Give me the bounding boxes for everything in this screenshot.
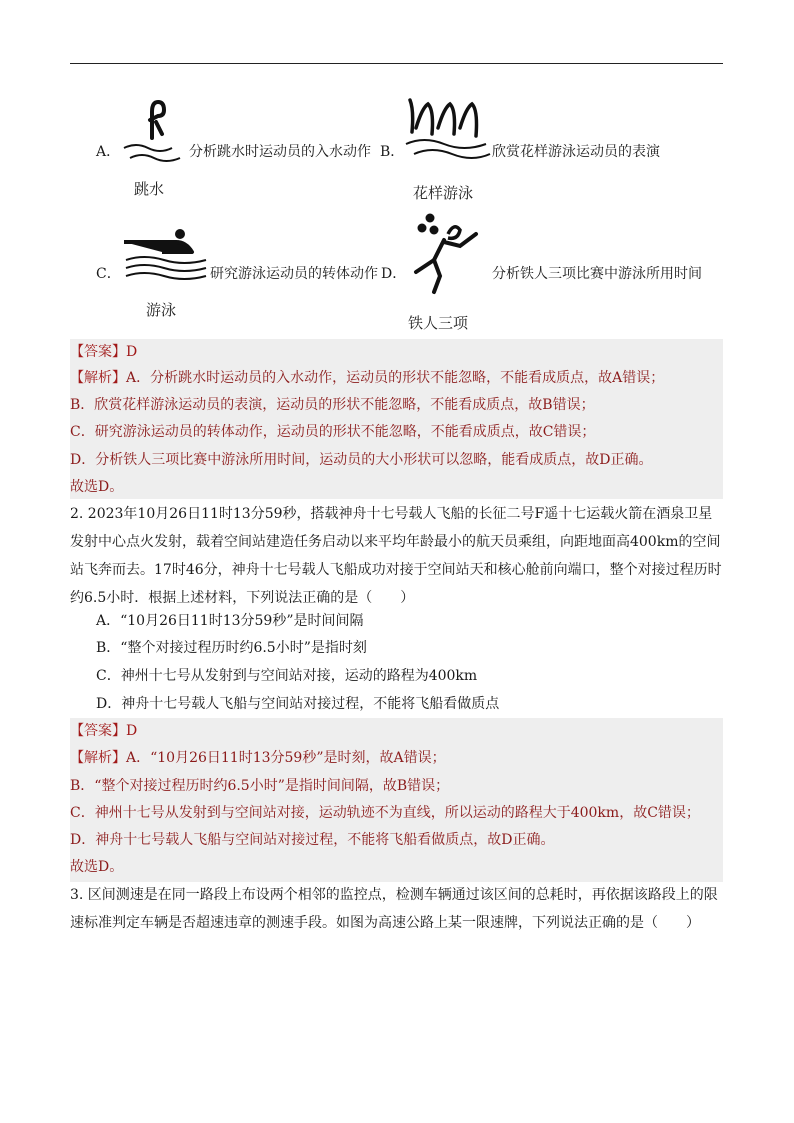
q3-stem-line-2: 速标准判定车辆是否超速违章的测速手段。如图为高速公路上某一限速牌，下列说法正确的是（ ） [70,915,700,931]
q1-analysis-label: 【解析】 [70,370,126,386]
q3-stem-line-1: 3. 区间测速是在同一路段上布设两个相邻的监控点，检测车辆通过该区间的总耗时，再依据该路段上的限 [70,887,718,903]
diving-icon [122,98,184,170]
option-d-text: 分析铁人三项比赛中游泳所用时间 [492,266,702,282]
q1-analysis-line-4: D．分析铁人三项比赛中游泳所用时间，运动员的大小形状可以忽略，能看成质点，故D正确。 [70,452,653,468]
option-a-caption: 跳水 [134,180,165,198]
q2-choice-c: C．神州十七号从发射到与空间站对接，运动的路程为400km [96,668,478,684]
swimming-icon [122,226,208,282]
q2-answer-block [70,718,723,882]
synchronized-swimming-icon [404,96,490,164]
option-c-text: 研究游泳运动员的转体动作 [210,266,378,282]
q2-answer [70,721,137,741]
option-b-text: 欣赏花样游泳运动员的表演 [492,144,660,160]
q1-analysis-text-1: A．分析跳水时运动员的入水动作，运动员的形状不能忽略，不能看成质点，故A错误； [126,370,665,386]
q3-stem [70,881,730,937]
q2-analysis-line-2: B．“整个对接过程历时约6.5小时”是指时间间隔，故B错误； [70,778,450,794]
q1-analysis-line-1 [70,368,664,388]
q1-answer [70,342,137,362]
option-d-caption: 铁人三项 [408,314,469,332]
option-a-text: 分析跳水时运动员的入水动作 [189,144,371,160]
q2-answer-text: 【答案】D [70,723,138,739]
option-b-caption: 花样游泳 [413,184,474,202]
triathlon-icon [404,212,488,296]
q2-conclusion: 故选D。 [70,859,124,875]
q2-choice-a: A．“10月26日11时13分59秒”是时间间隔 [96,613,364,629]
q2-choice-d: D．神舟十七号载人飞船与空间站对接过程，不能将飞船看做质点 [96,696,500,712]
q1-analysis-line-3: C．研究游泳运动员的转体动作，运动员的形状不能忽略，不能看成质点，故C错误； [70,424,596,440]
q2-stem [70,500,730,612]
q2-stem-line-1: 2. 2023年10月26日11时13分59秒，搭载神舟十七号载人飞船的长征二号F遥十七运载火箭在酒泉卫星 [70,506,713,522]
q2-stem-line-4: 约6.5小时．根据上述材料，下列说法正确的是（ ） [70,590,415,606]
q2-stem-line-3: 站飞奔而去。17时46分，神舟十七号载人飞船成功对接于空间站天和核心舱前向端口，整个对接过程历时 [70,562,722,578]
q2-analysis-line-3: C．神州十七号从发射到与空间站对接，运动轨迹不为直线，所以运动的路程大于400km，故C错误； [70,805,700,821]
q2-choice-b: B．“整个对接过程历时约6.5小时”是指时刻 [96,640,367,656]
q1-answer-block [70,339,723,499]
q1-analysis-line-2: B．欣赏花样游泳运动员的表演，运动员的形状不能忽略，不能看成质点，故B错误； [70,397,595,413]
q1-conclusion: 故选D。 [70,479,124,495]
q2-stem-line-2: 发射中心点火发射，载着空间站建造任务启动以来平均年龄最小的航天员乘组，向距地面高400km的空间 [70,534,721,550]
option-d-letter: D． [381,266,407,282]
q2-analysis-line-1 [70,748,446,768]
option-c-letter: C． [96,266,121,282]
q2-analysis-label: 【解析】 [70,750,126,766]
header-rule [70,63,723,64]
option-a-letter: A． [96,144,121,160]
option-c-caption: 游泳 [146,301,177,319]
q2-analysis-line-4: D．神舟十七号载人飞船与空间站对接过程，不能将飞船看做质点，故D正确。 [70,832,555,848]
q1-answer-text: 【答案】D [70,344,138,360]
option-b-letter: B． [380,144,405,160]
q2-analysis-text-1: A．“10月26日11时13分59秒”是时刻，故A错误； [126,750,446,766]
